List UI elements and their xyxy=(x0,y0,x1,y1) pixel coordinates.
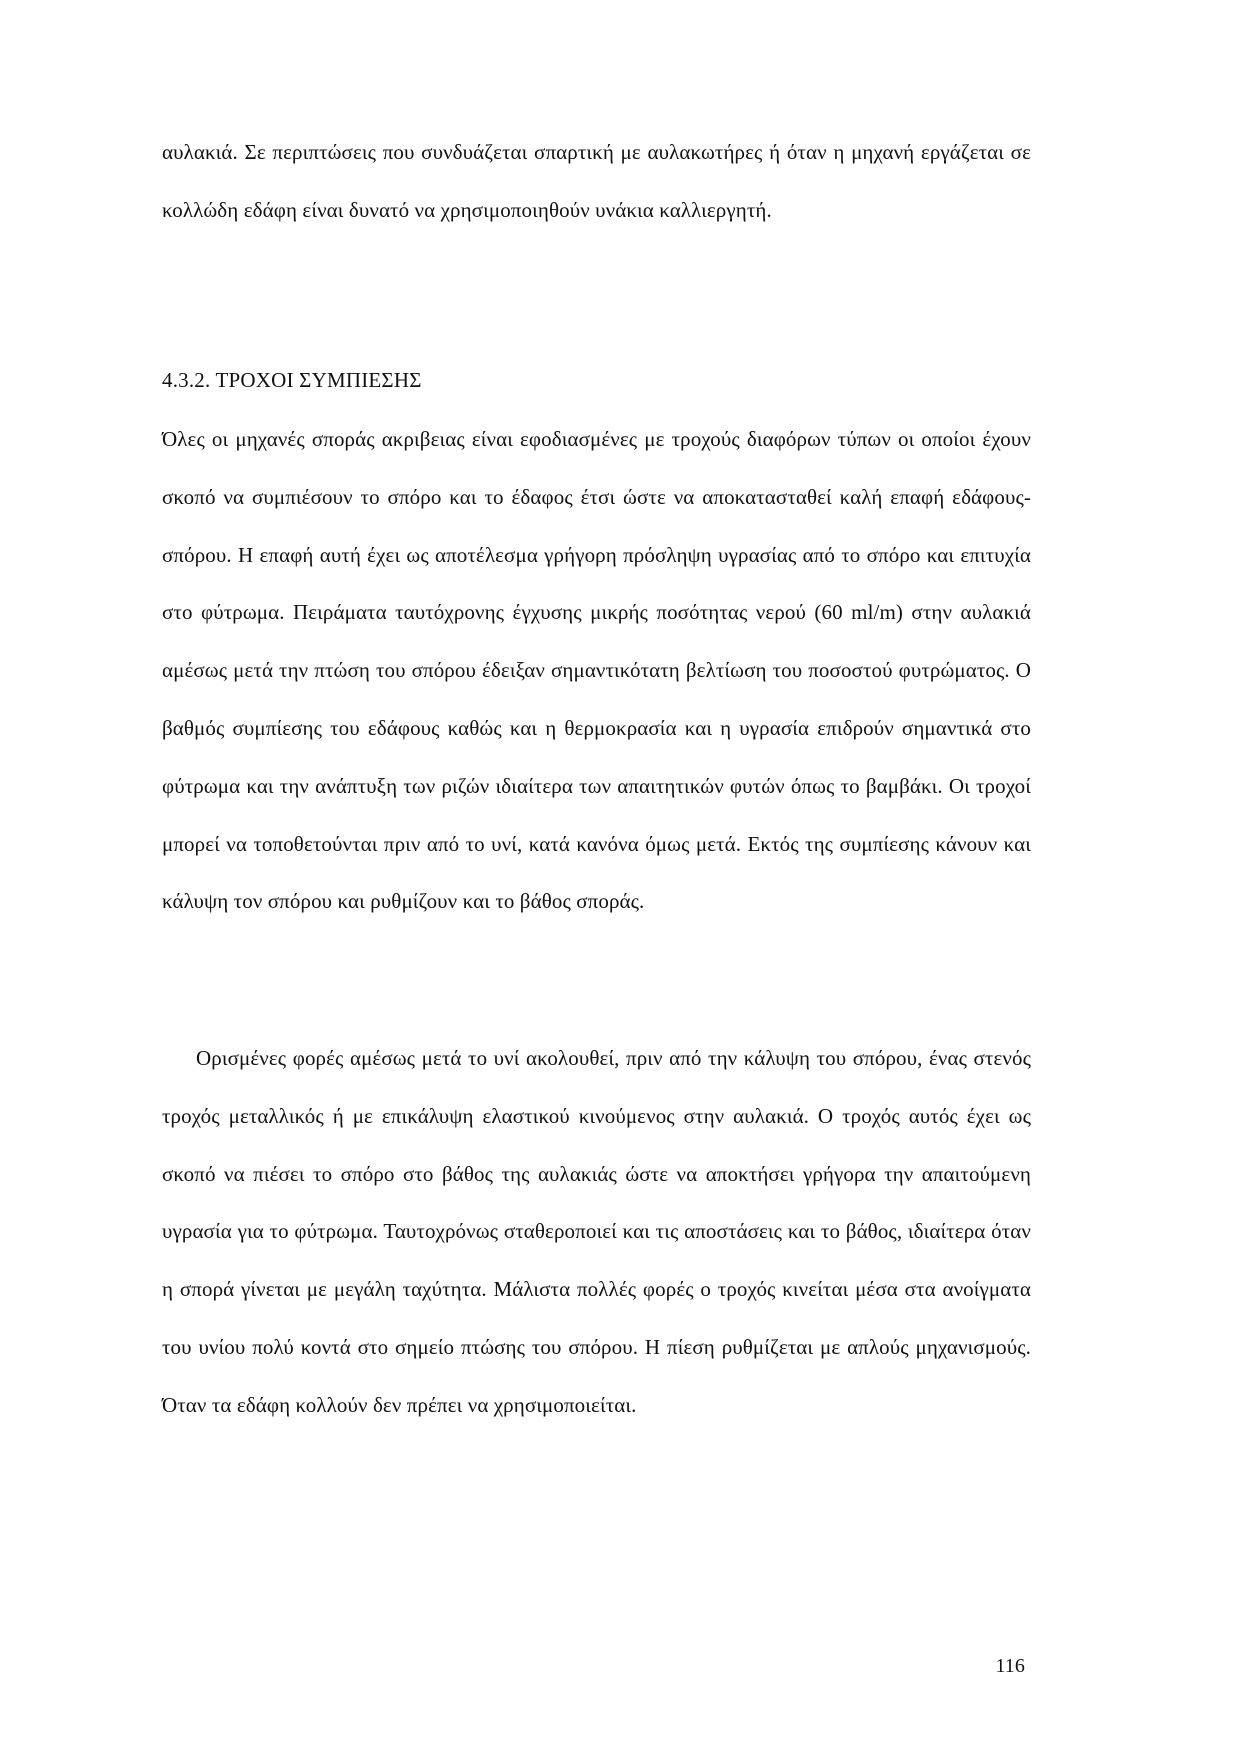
section-heading: 4.3.2. ΤΡΟΧΟΙ ΣΥΜΠΙΕΣΗΣ xyxy=(162,368,422,392)
paragraph-continuation xyxy=(162,124,1031,240)
paragraph-block-3 xyxy=(162,1030,1031,1435)
page-number: 116 xyxy=(995,1655,1025,1677)
paragraph-3: Ορισμένες φορές αμέσως μετά το υνί ακολουθεί, πριν από την κάλυψη του σπόρου, ένας στενός τροχός μεταλλικός ή με επικάλυψη ελαστικού κινούμενος στην αυλακιά. Ο τροχός αυτός έχει ως σκοπό να πιέσει το σπόρο στο βάθος της αυλακιάς ώστε να αποκτήσει γρήγορα την απαιτούμενη υγρασία για το φύτρωμα. Ταυτοχρόνως σταθεροποιεί και τις αποστάσεις και το βάθος, ιδιαίτερα όταν η σπορά γίνεται με μεγάλη ταχύτητα. Μάλιστα πολλές φορές ο τροχός κινείται μέσα στα ανοίγματα του υνίου πολύ κοντά στο σημείο πτώσης του σπόρου. Η πίεση ρυθμίζεται με απλούς μηχανισμούς. Όταν τα εδάφη κολλούν δεν πρέπει να χρησιμοποιείται. xyxy=(162,1046,1031,1417)
paragraph-1: αυλακιά. Σε περιπτώσεις που συνδυάζεται σπαρτική με αυλακωτήρες ή όταν η μηχανή εργάζεται σε κολλώδη εδάφη είναι δυνατό να χρησιμοποιηθούν υνάκια καλλιεργητή. xyxy=(162,140,1031,222)
paragraph-2: Όλες οι μηχανές σποράς ακριβειας είναι εφοδιασμένες με τροχούς διαφόρων τύπων οι οποίοι έχουν σκοπό να συμπιέσουν το σπόρο και το έδαφος έτσι ώστε να αποκατασταθεί καλή επαφή εδάφους-σπόρου. Η επαφή αυτή έχει ως αποτέλεσμα γρήγορη πρόσληψη υγρασίας από το σπόρο και επιτυχία στο φύτρωμα. Πειράματα ταυτόχρονης έγχυσης μικρής ποσότητας νερού (60 ml/m) στην αυλακιά αμέσως μετά την πτώση του σπόρου έδειξαν σημαντικότατη βελτίωση του ποσοστού φυτρώματος. Ο βαθμός συμπίεσης του εδάφους καθώς και η θερμοκρασία και η υγρασία επιδρούν σημαντικά στο φύτρωμα και την ανάπτυξη των ριζών ιδιαίτερα των απαιτητικών φυτών όπως το βαμβάκι. Οι τροχοί μπορεί να τοποθετούνται πριν από το υνί, κατά κανόνα όμως μετά. Εκτός της συμπίεσης κάνουν και κάλυψη τον σπόρου και ρυθμίζουν και το βάθος σποράς. xyxy=(162,427,1031,914)
paragraph-block-2 xyxy=(162,411,1031,931)
